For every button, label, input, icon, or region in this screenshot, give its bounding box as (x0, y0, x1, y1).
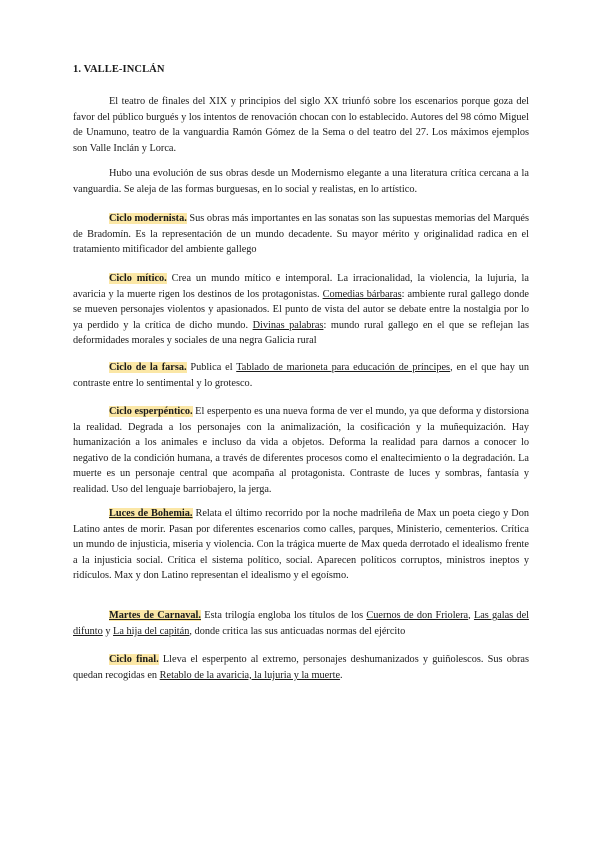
label-ciclo-final: Ciclo final. (109, 654, 159, 665)
paragraph-ciclo-mitico (73, 271, 529, 349)
text-ciclo-final-2: . (340, 669, 343, 681)
paragraph-martes-carnaval (73, 608, 529, 639)
text-ciclo-modernista: Sus obras más importantes en las sonatas son las supuestas memorias del Marqués de Bradomín. Es la representación de un mundo decadente. Su mayor mérito y originalidad radica en el tratamiento mitificador del ambiente gallego (73, 213, 529, 256)
work-comedias-barbaras: Comedias bárbaras (322, 288, 402, 300)
paragraph-ciclo-final (73, 652, 529, 683)
separator-2: y (102, 625, 114, 637)
text-ciclo-farsa-1: Publica el (186, 362, 237, 373)
text-ciclo-mitico-2: : ambiente rural gallego donde se mueven personajes violentos y apasionados. El punto de vista del autor se debate entre la nostalgia por lo ya perdido y la crítica de dicho mundo. (73, 288, 529, 331)
paragraph-luces-bohemia (73, 506, 529, 584)
text-ciclo-esperpentico: El esperpento es una nueva forma de ver el mundo, ya que deforma y distorsiona la realidad. Degrada a los personajes con la animalización, la cosificación y la muñequización. Hay humanización a los animales e incluso da vida a objetos. Deforma la realidad para darnos a conocer lo negativo de la condición humana, a través de diferentes procesos como el enaltecimiento o la degradación. La muerte es un personaje central que acompaña al protagonista. Contraste de luces y sombras, fantasía y realidad. Uso del lenguaje barriobajero, la jerga. (73, 406, 529, 495)
paragraph-ciclo-esperpentico (73, 404, 529, 498)
text-martes-carnaval-1: Esta trilogía engloba los títulos de los (200, 610, 367, 621)
label-martes-carnaval: Martes de Carnaval. (109, 610, 201, 621)
text-ciclo-final-1: Lleva el esperpento al extremo, personajes deshumanizados y guiñolescos. Sus obras quedan recogidas en (73, 654, 529, 681)
intro-paragraph-1 (73, 94, 529, 156)
label-luces-bohemia: Luces de Bohemia. (109, 508, 193, 519)
label-ciclo-modernista: Ciclo modernista. (109, 213, 187, 224)
work-tablado-marioneta: Tablado de marioneta para educación de príncipes (236, 362, 451, 373)
separator-1: , (468, 610, 474, 621)
paragraph-ciclo-modernista (73, 211, 529, 258)
work-retablo-avaricia: Retablo de la avaricia, la lujuria y la muerte (159, 669, 341, 681)
label-ciclo-mitico: Ciclo mítico. (109, 273, 167, 284)
intro-text-2: Hubo una evolución de sus obras desde un Modernismo elegante a una literatura crítica cercana a la vanguardia. Se aleja de las formas burguesas, en lo social y realistas, en lo artístico. (73, 168, 529, 195)
text-ciclo-mitico-3: : mundo rural gallego en el que se reflejan las deformidades morales y sociales de una negra Galicia rural (73, 319, 529, 347)
paragraph-ciclo-farsa (73, 360, 529, 391)
work-hija-capitan: La hija del capitán (113, 625, 190, 637)
work-galas-difunto: Las galas del difunto (73, 610, 529, 637)
section-heading: 1. VALLE-INCLÁN (73, 64, 165, 75)
text-luces-bohemia: Relata el último recorrido por la noche madrileña de Max un poeta ciego y Don Latino antes de morir. Pasan por diferentes escenarios como calles, parques, Ministerio, cementerios. Crítica un mundo de injusticia, miseria y violencia. Con la trágica muerte de Max queda derrotado el idealismo frente a la injusticia social. Crítica el sistema político, social. Aparecen políticos corruptos, ministros ineptos y ridículos. Max y don Latino representan el idealismo y el egoísmo. (73, 508, 529, 582)
intro-text-1: El teatro de finales del XIX y principios del siglo XX triunfó sobre los escenarios porque goza del favor del público burgués y los intentos de renovación chocan con lo establecido. Autores del 98 cómo Miguel de Unamuno, teatro de la vanguardia Ramón Gómez de la Sema o del teatro del 27. Los máximos ejemplos son Valle Inclán y Lorca. (73, 96, 529, 154)
text-martes-carnaval-2: , donde critica las sus anticuadas normas del ejército (189, 625, 406, 637)
text-ciclo-mitico-1: Crea un mundo mítico e intemporal. La irracionalidad, la violencia, la lujuria, la avaricia y la muerte rigen los destinos de los protagonistas. (73, 273, 529, 300)
intro-paragraph-2 (73, 166, 529, 197)
text-ciclo-farsa-2: , en el que hay un contraste entre lo sentimental y lo grotesco. (73, 362, 529, 389)
label-ciclo-farsa: Ciclo de la farsa. (109, 362, 187, 373)
work-cuernos-don-friolera: Cuernos de don Friolera (366, 610, 469, 621)
label-ciclo-esperpentico: Ciclo esperpéntico. (109, 406, 193, 417)
work-divinas-palabras: Divinas palabras (252, 319, 324, 331)
